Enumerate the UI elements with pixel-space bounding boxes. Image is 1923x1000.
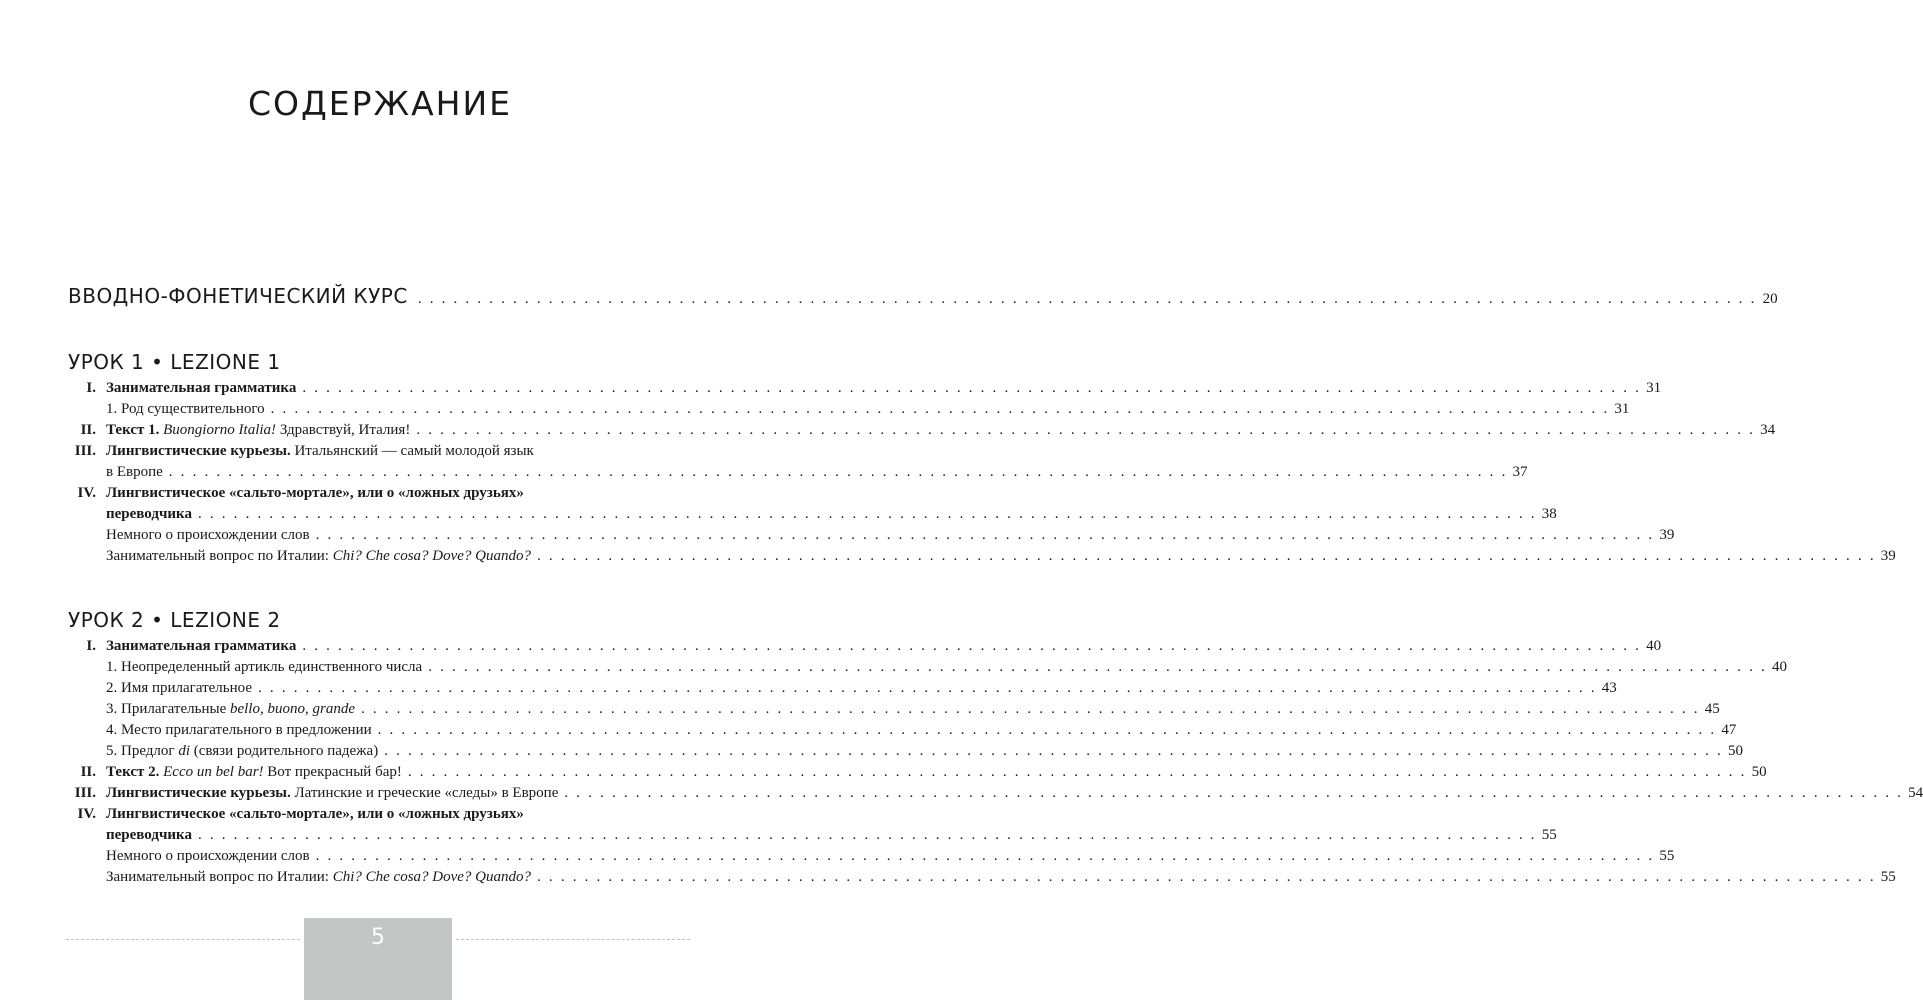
dot-leader — [418, 291, 1757, 308]
page-number: 40 — [1771, 659, 1787, 675]
page-number: 31 — [1646, 380, 1662, 396]
page-number: 47 — [1721, 722, 1737, 738]
dot-leader — [316, 527, 1655, 544]
entry-title-italic: Chi? Che cosa? Dove? Quando? — [332, 869, 532, 885]
page-number: 37 — [1512, 464, 1528, 480]
dot-leader — [361, 701, 1700, 718]
toc-entry[interactable] — [68, 527, 1675, 548]
entry-title: Немного о происхождении слов — [106, 848, 310, 864]
page-number: 39 — [1659, 527, 1675, 543]
entry-title: 2. Имя прилагательное — [106, 680, 253, 696]
entry-title-cont: переводчика — [106, 506, 192, 522]
dot-leader — [378, 722, 1717, 739]
entry-title-italic: bello, buono, grande — [229, 701, 355, 717]
toc-entry[interactable] — [68, 659, 1787, 680]
page-title: СОДЕРЖАНИЕ — [247, 84, 513, 123]
toc-entry[interactable] — [68, 401, 1630, 422]
roman-numeral: IV. — [77, 485, 96, 501]
roman-numeral: II. — [80, 764, 96, 780]
roman-numeral: III. — [74, 443, 96, 459]
entry-title-bold: Лингвистические курьезы. — [106, 785, 291, 801]
entry-title-bold: Лингвистические курьезы. — [106, 443, 291, 459]
page-number: 39 — [1880, 548, 1896, 564]
entry-title-italic: di — [178, 743, 190, 759]
dot-leader — [537, 548, 1876, 565]
entry-title: Занимательный вопрос по Италии: — [106, 869, 329, 885]
entry-title: Занимательный вопрос по Италии: — [106, 548, 329, 564]
lesson-heading: УРОК 1 • LEZIONE 1 — [68, 350, 281, 374]
toc-entry-intro-course[interactable] — [68, 284, 1778, 308]
page-number: 20 — [1762, 291, 1778, 307]
toc-entry[interactable] — [68, 848, 1675, 869]
page-number: 55 — [1659, 848, 1675, 864]
entry-title-cont: в Европе — [106, 464, 163, 480]
toc-entry[interactable] — [68, 380, 1662, 401]
entry-title-cont: переводчика — [106, 827, 192, 843]
entry-title-rest: (связи родительного падежа) — [193, 743, 379, 759]
entry-title-rest: Латинские и греческие «следы» в Европе — [294, 785, 559, 801]
dot-leader — [384, 743, 1723, 760]
entry-title: 3. Прилагательные — [106, 701, 227, 717]
page-number: 31 — [1614, 401, 1630, 417]
entry-title: Занимательная грамматика — [106, 380, 297, 396]
lesson-1-section — [68, 350, 1896, 569]
page-number: 50 — [1727, 743, 1743, 759]
toc-entry[interactable] — [68, 548, 1896, 569]
footer-page-number: 5 — [371, 925, 385, 950]
entry-title: 4. Место прилагательного в предложении — [106, 722, 372, 738]
dot-leader — [408, 764, 1747, 781]
lesson-heading: УРОК 2 • LEZIONE 2 — [68, 608, 281, 632]
entry-title-bold: Текст 1. — [106, 422, 160, 438]
dot-leader — [198, 506, 1537, 523]
entry-title-rest: Здравствуй, Италия! — [279, 422, 411, 438]
page-number: 38 — [1541, 506, 1557, 522]
roman-numeral: I. — [86, 638, 96, 654]
toc-entry[interactable] — [68, 806, 1557, 848]
dot-leader — [416, 422, 1755, 439]
page-number: 40 — [1646, 638, 1662, 654]
lesson-2-section — [68, 608, 1923, 890]
dot-leader — [169, 464, 1508, 481]
dot-leader — [428, 659, 1767, 676]
toc-entry[interactable] — [68, 722, 1737, 743]
dot-leader — [302, 638, 1641, 655]
intro-course-label: ВВОДНО-ФОНЕТИЧЕСКИЙ КУРС — [68, 284, 408, 308]
toc-entry[interactable] — [68, 680, 1617, 701]
page-number: 54 — [1908, 785, 1923, 801]
toc-entry[interactable] — [68, 638, 1662, 659]
entry-title-bold: Текст 2. — [106, 764, 160, 780]
roman-numeral: III. — [74, 785, 96, 801]
page-number: 43 — [1601, 680, 1617, 696]
dot-leader — [198, 827, 1537, 844]
roman-numeral: I. — [86, 380, 96, 396]
page-number: 45 — [1704, 701, 1720, 717]
page-number: 50 — [1751, 764, 1767, 780]
entry-title-italic: Buongiorno Italia! — [163, 422, 277, 438]
entry-title: Немного о происхождении слов — [106, 527, 310, 543]
footer-divider-right — [456, 939, 690, 940]
entry-title: 1. Род существительного — [106, 401, 265, 417]
entry-title: Занимательная грамматика — [106, 638, 297, 654]
toc-entry[interactable] — [68, 764, 1767, 785]
entry-title-bold: Лингвистическое «сальто-мортале», или о «ложных друзьях» — [106, 485, 524, 501]
page-number: 55 — [1541, 827, 1557, 843]
entry-title-italic: Ecco un bel bar! — [163, 764, 264, 780]
entry-title-italic: Chi? Che cosa? Dove? Quando? — [332, 548, 532, 564]
roman-numeral: IV. — [77, 806, 96, 822]
page-number: 55 — [1880, 869, 1896, 885]
toc-entry[interactable] — [68, 743, 1743, 764]
toc-entry[interactable] — [68, 785, 1923, 806]
dot-leader — [271, 401, 1610, 418]
entry-title: 5. Предлог — [106, 743, 175, 759]
dot-leader — [316, 848, 1655, 865]
entry-title-rest: Вот прекрасный бар! — [267, 764, 402, 780]
toc-entry[interactable] — [68, 701, 1720, 722]
footer-divider-left — [66, 939, 300, 940]
entry-title: 1. Неопределенный артикль единственного числа — [106, 659, 423, 675]
page-number: 34 — [1760, 422, 1776, 438]
dot-leader — [302, 380, 1641, 397]
toc-entry[interactable] — [68, 485, 1557, 527]
entry-title-bold: Лингвистическое «сальто-мортале», или о «ложных друзьях» — [106, 806, 524, 822]
toc-entry[interactable] — [68, 422, 1776, 443]
dot-leader — [537, 869, 1876, 886]
toc-entry[interactable] — [68, 443, 1528, 485]
dot-leader — [564, 785, 1903, 802]
dot-leader — [258, 680, 1597, 697]
entry-title-rest: Итальянский — самый молодой язык — [294, 443, 534, 459]
toc-entry[interactable] — [68, 869, 1896, 890]
roman-numeral: II. — [80, 422, 96, 438]
